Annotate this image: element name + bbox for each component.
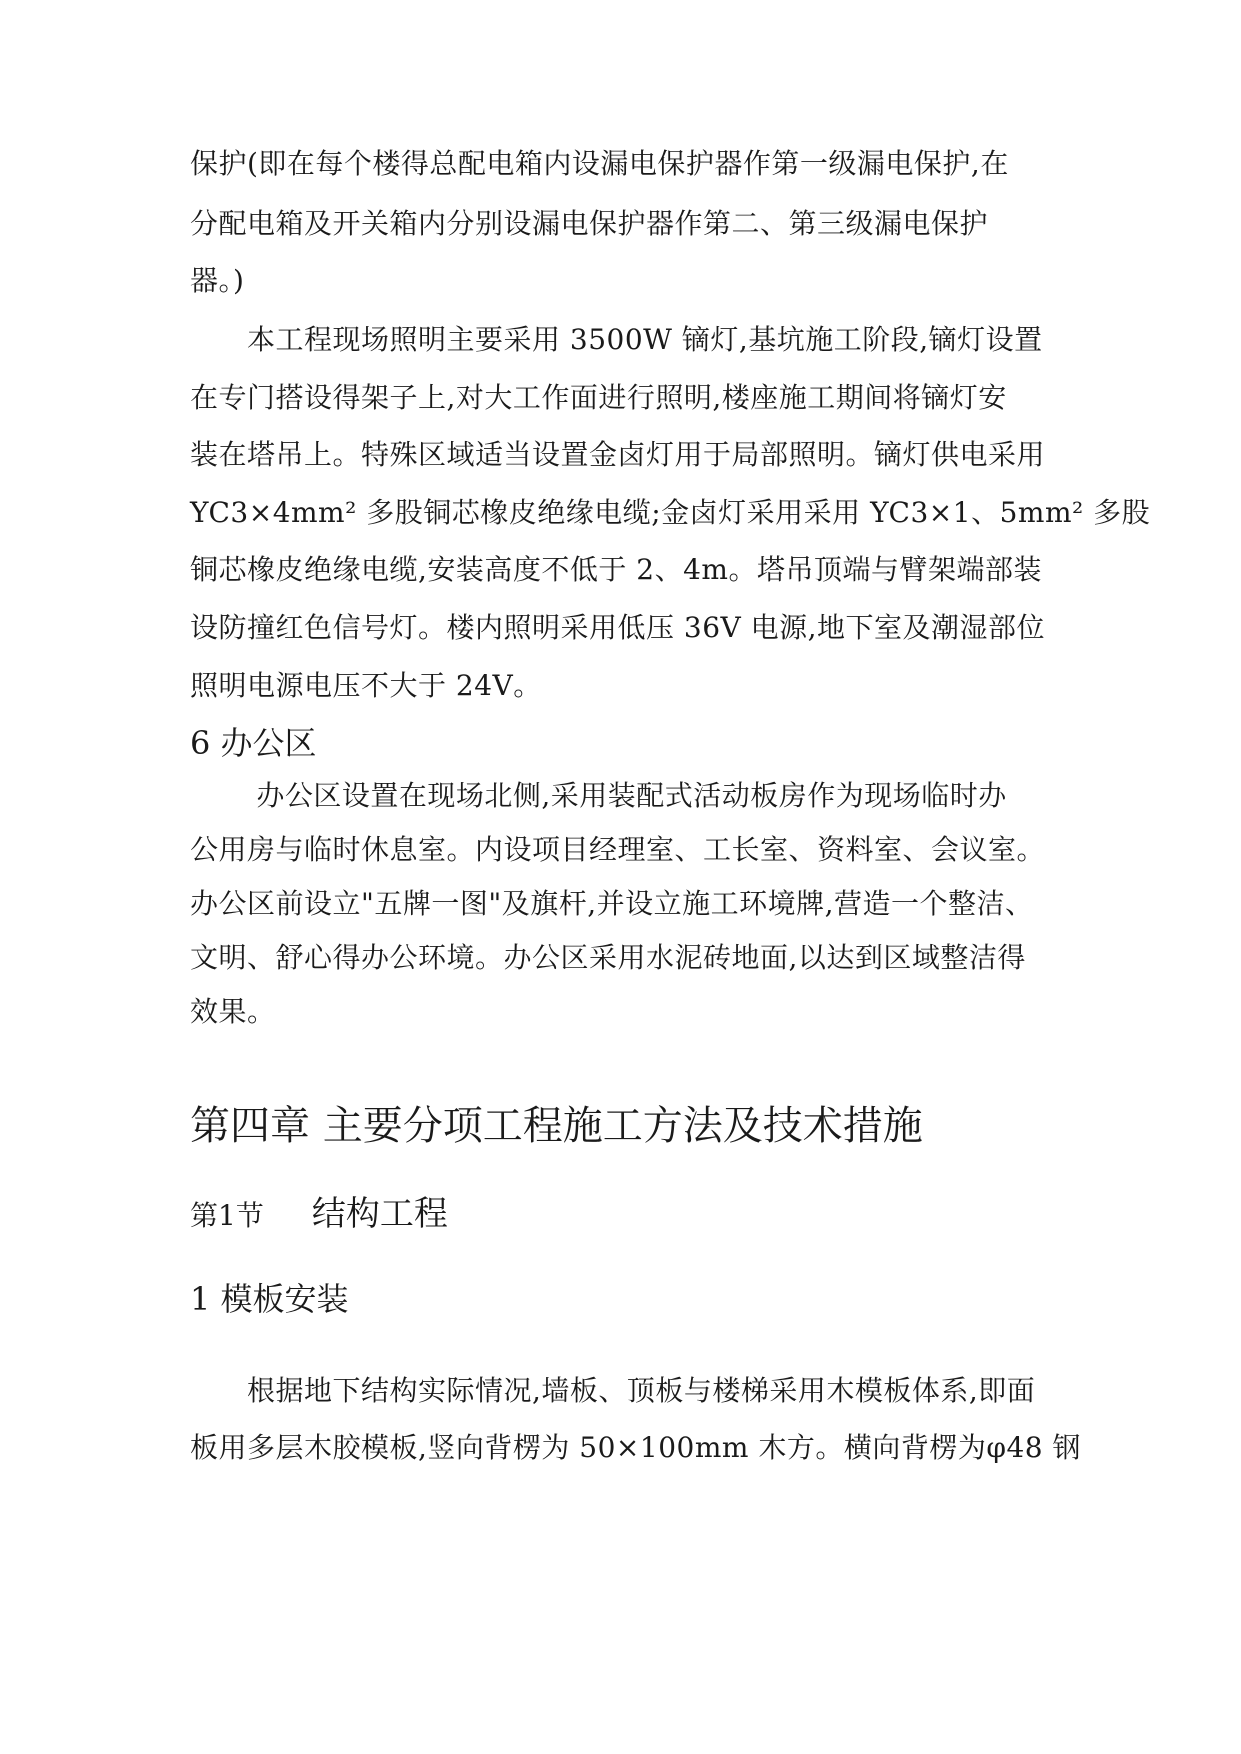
paragraph-2-line-3: 装在塔吊上。特殊区域适当设置金卤灯用于局部照明。镝灯供电采用 bbox=[190, 438, 1046, 471]
paragraph-3-line-5: 效果。 bbox=[190, 995, 276, 1028]
heading-formwork: 1 模板安装 bbox=[190, 1280, 349, 1318]
paragraph-2-line-1: 本工程现场照明主要采用 3500W 镝灯,基坑施工阶段,镝灯设置 bbox=[190, 323, 1043, 356]
paragraph-2-line-4: YC3×4mm² 多股铜芯橡皮绝缘电缆;金卤灯采用采用 YC3×1、5mm² 多股 bbox=[190, 496, 1151, 529]
paragraph-1-line-3: 器。) bbox=[190, 264, 245, 297]
paragraph-3-line-2: 公用房与临时休息室。内设项目经理室、工长室、资料室、会议室。 bbox=[190, 833, 1046, 866]
chapter-title: 第四章 主要分项工程施工方法及技术措施 bbox=[190, 1103, 923, 1149]
paragraph-1-line-1: 保护(即在每个楼得总配电箱内设漏电保护器作第一级漏电保护,在 bbox=[190, 147, 1009, 180]
paragraph-1-line-2: 分配电箱及开关箱内分别设漏电保护器作第二、第三级漏电保护 bbox=[190, 207, 989, 240]
paragraph-3-line-1: 办公区设置在现场北侧,采用装配式活动板房作为现场临时办 bbox=[190, 779, 1007, 812]
paragraph-2-line-6: 设防撞红色信号灯。楼内照明采用低压 36V 电源,地下室及潮湿部位 bbox=[190, 611, 1046, 644]
paragraph-2-line-5: 铜芯橡皮绝缘电缆,安装高度不低于 2、4m。塔吊顶端与臂架端部装 bbox=[190, 553, 1042, 586]
paragraph-3-line-4: 文明、舒心得办公环境。办公区采用水泥砖地面,以达到区域整洁得 bbox=[190, 941, 1026, 974]
paragraph-4-line-2: 板用多层木胶模板,竖向背楞为 50×100mm 木方。横向背楞为φ48 钢 bbox=[190, 1431, 1081, 1464]
paragraph-2-line-7: 照明电源电压不大于 24V。 bbox=[190, 669, 542, 702]
section-number: 第1节 bbox=[190, 1199, 264, 1232]
section-title: 结构工程 bbox=[311, 1194, 448, 1234]
paragraph-3-line-3: 办公区前设立"五牌一图"及旗杆,并设立施工环境牌,营造一个整洁、 bbox=[190, 887, 1034, 920]
paragraph-2-line-2: 在专门搭设得架子上,对大工作面进行照明,楼座施工期间将镝灯安 bbox=[190, 381, 1007, 414]
heading-office-area: 6 办公区 bbox=[190, 724, 317, 762]
section-heading bbox=[190, 1192, 448, 1242]
paragraph-4-line-1: 根据地下结构实际情况,墙板、顶板与楼梯采用木模板体系,即面 bbox=[190, 1374, 1036, 1407]
